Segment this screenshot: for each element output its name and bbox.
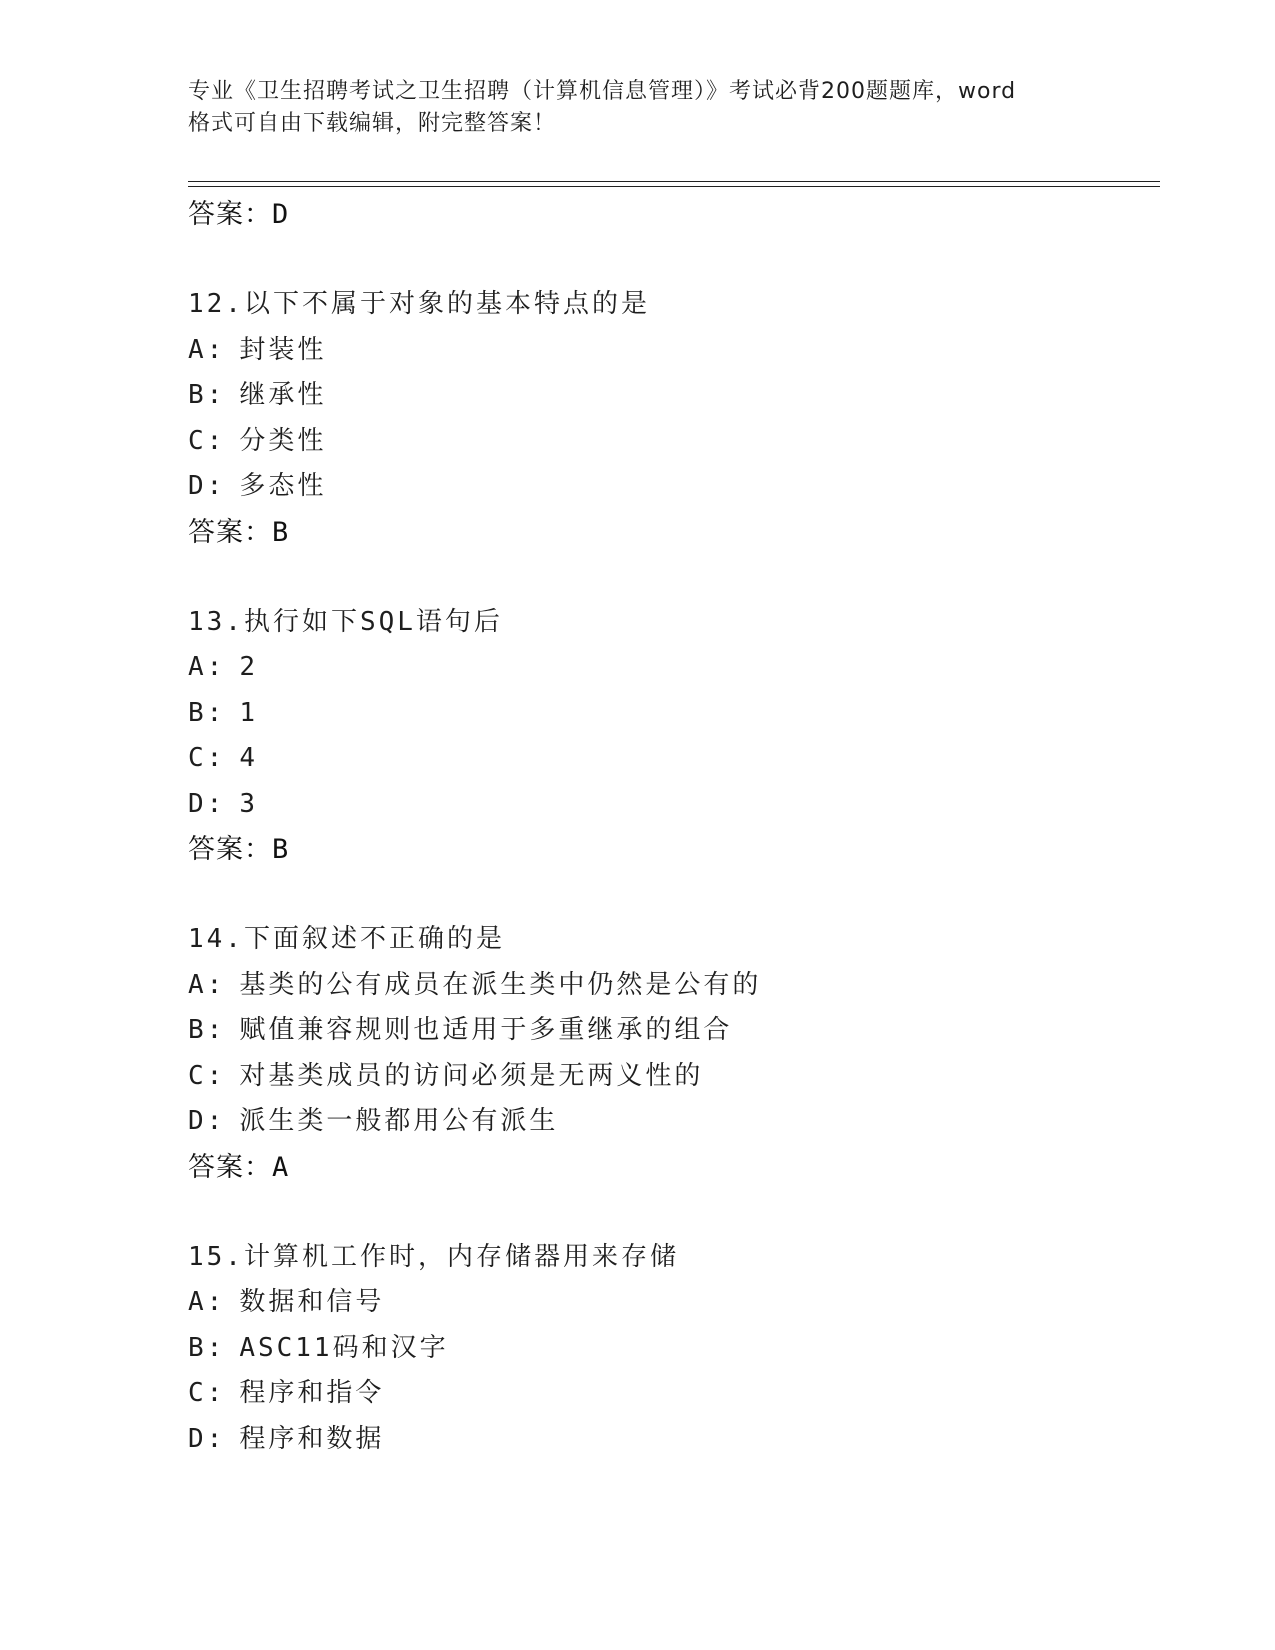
question-15 (188, 1235, 1160, 1463)
header-title-line-1: 专业《卫生招聘考试之卫生招聘（计算机信息管理）》考试必背200题题库，word (188, 79, 1017, 104)
answer-label: 答案： (188, 516, 272, 548)
option-separator: : (206, 425, 226, 456)
option-key: B (188, 697, 207, 728)
option-separator: : (206, 334, 226, 365)
option-d (188, 1417, 1160, 1463)
option-a (188, 645, 1160, 691)
answer-label: 答案： (188, 1151, 272, 1183)
option-separator: : (206, 743, 226, 773)
answer-label: 答案： (188, 199, 272, 230)
option-key: B (188, 1332, 207, 1363)
option-separator: : (206, 969, 226, 1000)
option-separator: : (206, 652, 226, 682)
question-stem: 15.计算机工作时，内存储器用来存储 (188, 1241, 679, 1272)
answer-value: A (272, 1151, 290, 1183)
option-key: D (188, 1423, 207, 1454)
option-key: C (188, 425, 207, 456)
option-separator: : (206, 1106, 226, 1136)
answer-value: D (272, 199, 290, 230)
previous-answer (188, 192, 1160, 238)
spacer (188, 1191, 1160, 1235)
answer-value: B (272, 834, 290, 865)
question-14 (188, 917, 1160, 1191)
option-key: C (188, 1378, 207, 1408)
option-separator: : (206, 1060, 226, 1091)
option-separator: : (206, 788, 226, 819)
option-text: 继承性 (239, 380, 327, 410)
option-c (188, 1054, 1160, 1100)
option-key: D (188, 1106, 207, 1136)
option-c (188, 736, 1160, 782)
answer-value: B (272, 516, 290, 548)
option-key: A (188, 652, 207, 682)
option-text: 数据和信号 (239, 1287, 385, 1317)
option-separator: : (206, 1378, 226, 1408)
option-text: 赋值兼容规则也适用于多重继承的组合 (239, 1015, 733, 1045)
option-key: A (188, 969, 207, 1000)
option-text: 程序和指令 (239, 1378, 385, 1408)
option-key: D (188, 788, 207, 819)
option-d (188, 464, 1160, 510)
option-a (188, 328, 1160, 374)
option-text: 派生类一般都用公有派生 (239, 1106, 559, 1136)
option-key: B (188, 380, 207, 410)
option-c (188, 1371, 1160, 1417)
option-text: 4 (239, 743, 258, 773)
question-12 (188, 282, 1160, 556)
answer (188, 1145, 1160, 1191)
option-key: C (188, 1060, 207, 1091)
option-a (188, 1280, 1160, 1326)
question-stem: 13.执行如下SQL语句后 (188, 606, 503, 637)
header-divider-bottom (188, 186, 1160, 187)
option-separator: : (206, 380, 226, 410)
spacer (188, 873, 1160, 917)
option-separator: : (206, 1287, 226, 1317)
option-text: 2 (239, 652, 258, 682)
option-c (188, 419, 1160, 465)
option-b (188, 373, 1160, 419)
document-header (188, 76, 1088, 140)
option-key: B (188, 1015, 207, 1045)
question-13 (188, 600, 1160, 874)
option-text: 基类的公有成员在派生类中仍然是公有的 (239, 969, 762, 1000)
question-list (188, 192, 1160, 1462)
option-key: D (188, 471, 207, 501)
header-divider-top (188, 181, 1160, 182)
option-separator: : (206, 471, 226, 501)
header-title-line-2: 格式可自由下载编辑，附完整答案！ (188, 111, 557, 136)
option-separator: : (206, 697, 226, 728)
option-text: 多态性 (239, 471, 327, 501)
question-stem: 14.下面叙述不正确的是 (188, 924, 505, 954)
option-text: 分类性 (239, 425, 327, 456)
option-key: A (188, 334, 207, 365)
answer (188, 510, 1160, 556)
option-b (188, 1008, 1160, 1054)
option-a (188, 963, 1160, 1009)
option-text: 对基类成员的访问必须是无两义性的 (239, 1060, 704, 1091)
option-separator: : (206, 1332, 226, 1363)
spacer (188, 556, 1160, 600)
option-text: 3 (239, 788, 258, 819)
question-stem: 12.以下不属于对象的基本特点的是 (188, 289, 650, 319)
option-text: 封装性 (239, 334, 327, 365)
spacer (188, 238, 1160, 282)
option-text: 1 (239, 697, 258, 728)
option-key: A (188, 1287, 207, 1317)
option-separator: : (206, 1015, 226, 1045)
option-d (188, 1099, 1160, 1145)
option-text: 程序和数据 (239, 1423, 385, 1454)
option-separator: : (206, 1423, 226, 1454)
option-b (188, 1326, 1160, 1372)
option-text: ASC11码和汉字 (239, 1332, 449, 1363)
option-key: C (188, 743, 207, 773)
option-d (188, 782, 1160, 828)
option-b (188, 691, 1160, 737)
answer-label: 答案： (188, 834, 272, 865)
answer (188, 827, 1160, 873)
